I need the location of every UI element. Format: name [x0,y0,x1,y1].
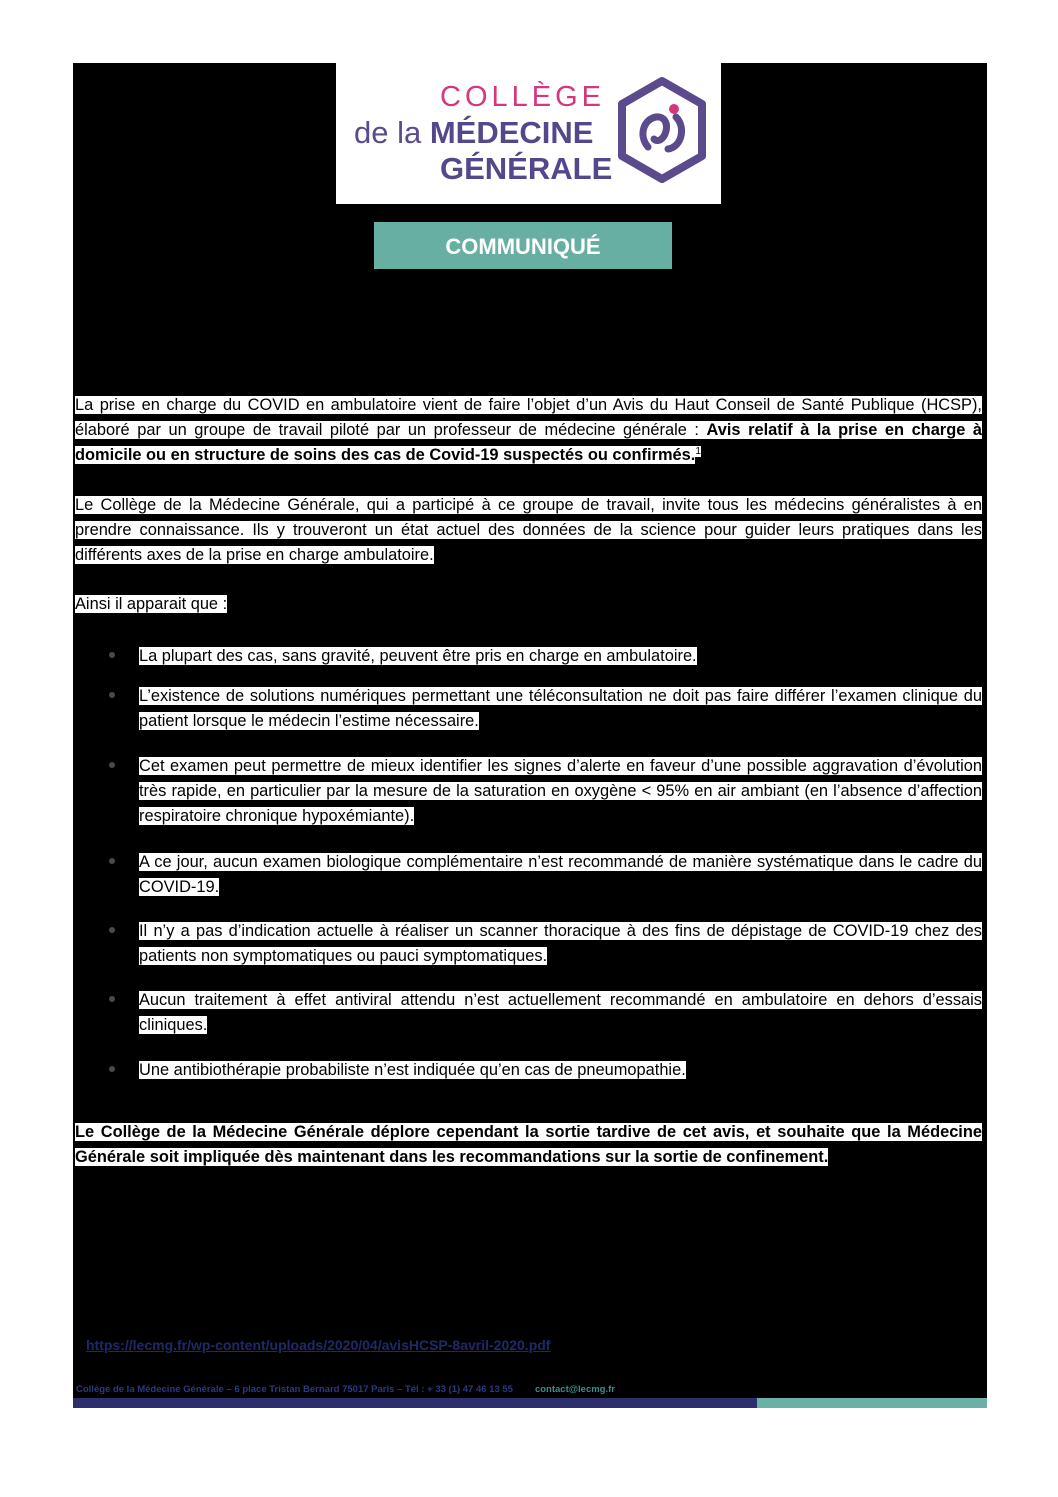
list-item: Cet examen peut permettre de mieux identifier les signes d’alerte en faveur d’une possible aggravation d’évolution très rapide, en particulier par la mesure de la saturation en oxygène < 95% en air ambiant (en l’absence d’affection respiratoire chronique hypoxémiante). [139,757,982,825]
conclusion-paragraph: Le Collège de la Médecine Générale déplore cependant la sortie tardive de cet avis, et souhaite que la Médecine Générale soit impliquée dès maintenant dans les recommandations sur la sortie de confinement. [75,1123,982,1166]
list-item: Aucun traitement à effet antiviral attendu n’est actuellement recommandé en ambulatoire en dehors d’essais cliniques. [139,991,982,1034]
footnote-ref: 1 [695,445,701,457]
paragraph-ainsi: Ainsi il apparait que : [75,595,228,613]
bullet-icon [109,1066,115,1072]
bullet-icon [109,858,115,864]
college-logo [336,63,721,204]
bullet-icon [109,692,115,698]
footer-address: Collège de la Médecine Générale – 6 place Tristan Bernard 75017 Paris – Tél : + 33 (1) 47 46 13 55 [76,1384,513,1395]
footnote-link[interactable]: https://lecmg.fr/wp-content/uploads/2020/04/avisHCSP-8avril-2020.pdf [86,1337,551,1353]
list-item: Une antibiothérapie probabiliste n’est indiquée qu’en cas de pneumopathie. [139,1061,686,1079]
logo-line-3: GÉNÉRALE [440,151,613,186]
list-item: La plupart des cas, sans gravité, peuvent être pris en charge en ambulatoire. [139,647,697,665]
logo-line-1: COLLÈGE [440,81,605,113]
bullet-icon [109,927,115,933]
footer-bar-left [73,1398,757,1408]
paragraph-cmg: Le Collège de la Médecine Générale, qui a participé à ce groupe de travail, invite tous les médecins généralistes à en prendre connaissance. Ils y trouveront un état actuel des données de la science pour guider leurs pratiques dans les différents axes de la prise en charge ambulatoire. [75,496,982,564]
bullet-icon [109,762,115,768]
bullet-icon [109,652,115,658]
list-item: A ce jour, aucun examen biologique complémentaire n’est recommandé de manière systématique dans le cadre du COVID-19. [139,853,982,896]
footer-bar-right [757,1398,987,1408]
communique-banner: COMMUNIQUÉ [374,222,672,269]
page-footer [76,1384,615,1395]
hexagon-logo-icon [614,77,710,183]
list-item: Il n’y a pas d’indication actuelle à réaliser un scanner thoracique à des fins de dépistage de COVID-19 chez des patients non symptomatiques ou pauci symptomatiques. [139,922,982,965]
logo-line-2: de la MÉDECINE [354,115,594,150]
intro-paragraph: La prise en charge du COVID en ambulatoire vient de faire l’objet d’un Avis du Haut Conseil de Santé Publique (HCSP), élaboré par un groupe de travail piloté par un professeur de médecine générale : Avis relatif à la prise en charge à domicile ou en structure de soins des cas de Covid-19 suspectés ou confirmés.$^1$ [75,396,982,464]
footer-contact-link[interactable]: contact@lecmg.fr [534,1384,615,1395]
bullet-icon [109,996,115,1002]
list-item: L’existence de solutions numériques permettant une téléconsultation ne doit pas faire différer l’examen clinique du patient lorsque le médecin l’estime nécessaire. [139,687,982,730]
